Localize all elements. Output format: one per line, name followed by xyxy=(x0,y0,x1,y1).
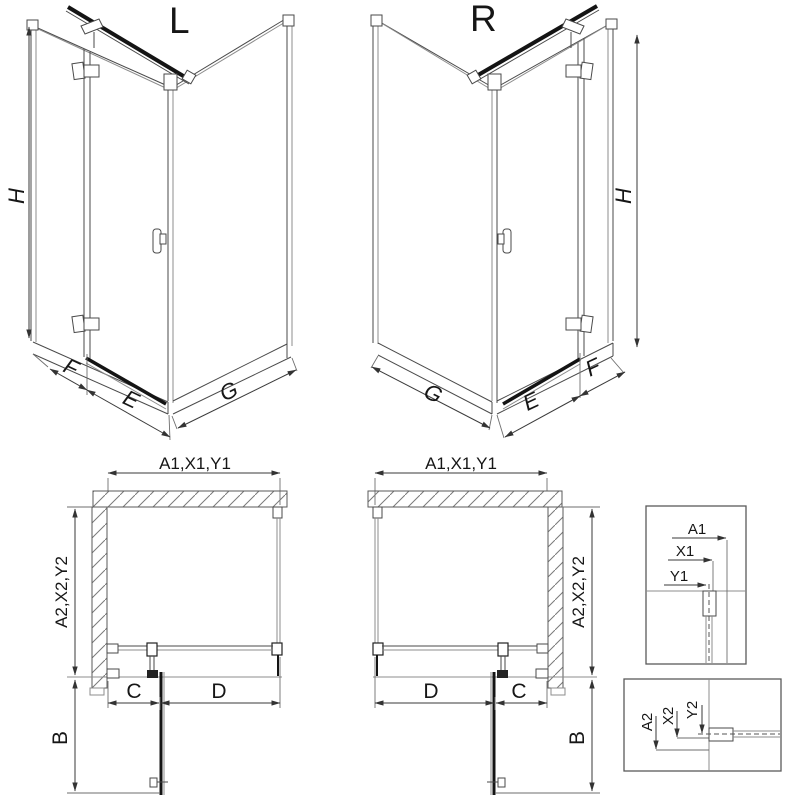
plan-view-left xyxy=(49,454,287,795)
top-bracket xyxy=(283,15,294,26)
plan-b-label: B xyxy=(566,730,589,746)
detail-y1-label: Y1 xyxy=(669,568,689,585)
detail-box-top xyxy=(646,506,746,664)
plan-view-right xyxy=(368,454,600,795)
wall-top xyxy=(368,491,562,507)
front-side-panel-glass xyxy=(497,19,617,356)
side-panel-plan xyxy=(373,507,383,676)
plan-depth-label: A2,X2,Y2 xyxy=(569,556,588,628)
dim-g: G xyxy=(215,376,242,407)
view-label-l: L xyxy=(169,0,190,41)
side-panel-plan xyxy=(272,507,282,676)
corner-bracket xyxy=(272,643,282,655)
view-label-r: R xyxy=(470,0,497,39)
iso-view-right xyxy=(371,0,637,438)
door-hinge-plan xyxy=(147,670,158,678)
detail-box-bottom xyxy=(624,679,781,771)
door-handle-plan xyxy=(150,778,157,787)
detail-y2-label: Y2 xyxy=(684,700,701,720)
plan-c-label: C xyxy=(511,680,527,703)
bar-wall-bracket xyxy=(562,19,584,34)
bar-wall-bracket xyxy=(107,644,118,653)
bar-door-bracket xyxy=(498,643,508,656)
dim-e: E xyxy=(119,384,144,414)
support-bar-plan xyxy=(382,643,548,670)
open-door-plan xyxy=(150,672,168,795)
fixed-panel-wall-profile xyxy=(536,669,548,678)
bar-wall-bracket xyxy=(81,19,103,34)
hinge-bottom xyxy=(72,315,99,332)
bar-end-cap xyxy=(182,70,196,84)
bar-wall-bracket xyxy=(537,644,548,653)
wall-profile-detail xyxy=(709,728,733,741)
door-hinge-plan xyxy=(497,670,508,678)
top-bracket xyxy=(371,15,382,26)
wall-right xyxy=(548,507,565,695)
bar-door-bracket xyxy=(147,643,157,656)
plan-width-label: A1,X1,Y1 xyxy=(425,454,497,473)
door-glass xyxy=(90,52,173,403)
dim-h: H xyxy=(4,188,29,204)
dim-f: F xyxy=(581,353,605,382)
plan-d-label: D xyxy=(423,680,439,703)
detail-x2-label: X2 xyxy=(660,706,677,726)
plan-depth-label: A2,X2,Y2 xyxy=(52,556,71,628)
hinge-bottom xyxy=(566,315,593,332)
door-handle xyxy=(498,229,511,253)
corner-bracket xyxy=(164,74,177,90)
support-bar-plan xyxy=(107,643,273,670)
dim-g: G xyxy=(420,378,447,409)
iso-view-left xyxy=(4,0,297,440)
hinge-top xyxy=(72,62,99,79)
plan-c-label: C xyxy=(126,680,142,703)
wall-profile xyxy=(273,507,282,518)
dim-f: F xyxy=(59,353,83,382)
detail-a2-label: A2 xyxy=(639,712,656,732)
corner-bracket xyxy=(488,74,501,90)
wall-profile-cap xyxy=(606,19,617,29)
detail-x1-label: X1 xyxy=(675,543,695,560)
fixed-panel-wall-profile xyxy=(107,669,119,678)
dim-e: E xyxy=(518,386,543,416)
open-door-plan xyxy=(487,672,505,795)
door-handle-plan xyxy=(498,778,505,787)
dim-h: H xyxy=(611,188,636,204)
wall-top xyxy=(93,491,287,507)
wall-left xyxy=(90,507,107,695)
front-side-panel-glass xyxy=(173,15,294,346)
door-threshold-rail xyxy=(503,359,580,404)
door-glass xyxy=(492,42,578,403)
side-panel-glass xyxy=(371,15,492,344)
hinge-top xyxy=(566,62,593,79)
dimensions-l xyxy=(4,27,297,440)
plan-d-label: D xyxy=(211,680,227,703)
plan-width-label: A1,X1,Y1 xyxy=(159,454,231,473)
door-handle xyxy=(153,229,166,253)
corner-bracket xyxy=(373,643,383,655)
plan-b-label: B xyxy=(49,730,72,746)
detail-a1-label: A1 xyxy=(687,521,707,538)
wall-profile xyxy=(373,507,382,518)
